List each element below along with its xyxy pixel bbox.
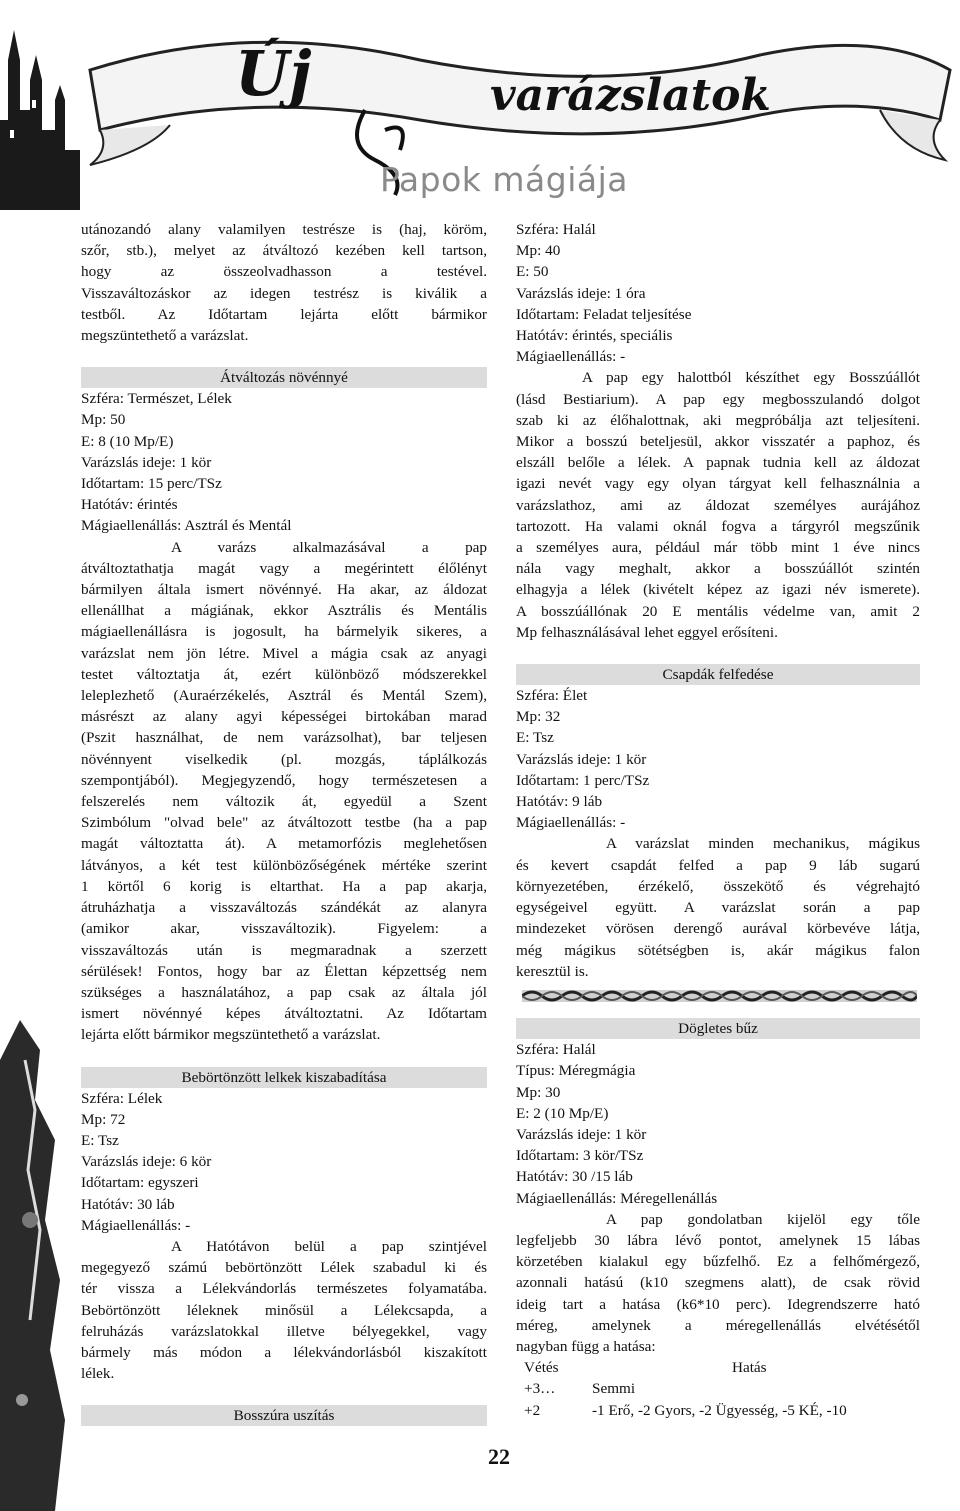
spell-stat: Szféra: Élet [516,687,588,705]
spell-stat: E: Tsz [81,1131,119,1149]
spell-stat: Szféra: Halál [516,1041,596,1059]
spell-bosszura-uszitas [81,1405,487,1426]
text-line: szempontjából). Megjegyzendő, hogy természetesen a [81,771,487,789]
left-column [81,219,487,1426]
text-line: magát változtatta át). A metamorfózis meglehetősen [81,835,487,853]
table-header-row [516,1357,920,1378]
spell-stat: Varázslás ideje: 6 kör [81,1153,212,1171]
text-line: másrészt az alany agyi képességei birtokában marad [81,708,487,726]
spell-stat: Mp: 72 [81,1110,126,1128]
text-line: elszáll belőle a lélek. A papnak tudnia kell az áldozat [516,454,920,472]
spell-stat: Időtartam: 1 perc/TSz [516,771,650,789]
table-header-cell: Hatás [732,1359,767,1377]
spell-stat: E: 50 [516,263,549,281]
spell-stat: Hatótáv: érintés, speciális [516,327,673,345]
spell-dogletes-buz [516,1018,920,1421]
text-line: (lásd Bestiarium). A pap egy megbosszulandó dolgot [516,390,920,408]
spell-description: A varázslat minden mechanikus, mágikus [606,835,920,853]
spell-stat: Mágiaellenállás: - [81,1216,191,1234]
text-line: varázslathoz, ami az áldozat személyes aurájához [516,496,920,514]
spell-stat: Varázslás ideje: 1 kör [516,750,647,768]
spell-stat: Szféra: Természet, Lélek [81,390,232,408]
text-line: ideig tart a hatása (k6*10 perc). Idegrendszerre ható [516,1295,920,1313]
table-row [516,1378,920,1399]
text-line: varázslat nem jön létre. Mivel a mágia csak az anyagi [81,644,487,662]
effect-table [516,1357,920,1421]
text-line: lélek. [81,1365,115,1383]
spell-description: A pap gondolatban kijelöl egy tőle [606,1210,920,1228]
text-line: testet változtatja át, ezért különböző módszerekkel [81,665,487,683]
text-line: mindezeket vörösen derengő aurával körbevéve látja, [516,920,920,938]
text-line: bármely más módon a lélekvándorlásból kiszakított [81,1343,487,1361]
text-line: igazi nevét vagy egy olyan tárgyat kell felhasználnia a [516,475,920,493]
text-line: mágiaellenállásra is jogosult, ha bármelyik sikeres, a [81,623,487,641]
spell-stat: Típus: Méregmágia [516,1062,636,1080]
spell-stat: Hatótáv: 9 láb [516,793,603,811]
spell-stat: Időtartam: 3 kör/TSz [516,1147,644,1165]
right-column [516,219,920,1421]
spell-stat: E: 2 (10 Mp/E) [516,1104,609,1122]
text-line: legfeljebb 30 lábra lévő pontot, amelynek 15 lábas [516,1231,920,1249]
text-line: Mp felhasználásával lehet eggyel erősíteni. [516,623,778,641]
table-cell: Semmi [592,1380,636,1398]
text-line: látványos, a két test különbözőségének mértéke szerint [81,856,487,874]
spell-stat: Mágiaellenállás: - [516,348,626,366]
spell-stat: E: Tsz [516,729,554,747]
text-line: keresztül is. [516,962,589,980]
spell-stat: Mp: 32 [516,708,561,726]
text-line: tér vissza a Lélekvándorlás természetes folyamatába. [81,1280,487,1298]
spell-stat: Mp: 30 [516,1083,561,1101]
text-line: átváltoztathatja magát vagy a megérintett élőlényt [81,559,487,577]
text-line: környezetében, érzékelő, összekötő és végrehajtó [516,877,920,895]
spell-heading: Dögletes bűz [516,1018,920,1039]
spell-stat: Időtartam: Feladat teljesítése [516,305,692,323]
text-line: nagyban függ a hatása: [516,1337,656,1355]
text-line: Visszaváltozáskor az idegen testrész is kiválik a [81,284,487,302]
text-line: leleplezhető (Auraérzékelés, Asztrál és Mentál Szem), [81,687,487,705]
text-line: nála vagy meghalt, akkor a bosszúállót szintén [516,560,920,578]
spell-heading: Átváltozás növénnyé [81,367,487,388]
text-line: Bebörtönzött léleknek minősül a Lélekcsapda, a [81,1301,487,1319]
spell-heading: Bebörtönzött lelkek kiszabadítása [81,1067,487,1088]
text-line: még mágikus sötétségben is, akár mágikus falon [516,941,920,959]
spell-stat: Mágiaellenállás: Asztrál és Mentál [81,517,292,535]
side-illustration [0,1020,72,1511]
text-line: átruházhatja a visszaváltozás szándékát az alanyra [81,899,487,917]
text-line: Mikor a bosszú beteljesül, akkor visszatér a paphoz, és [516,433,920,451]
spell-stat: Varázslás ideje: 1 óra [516,284,646,302]
logo-text-varazslatok: varázslatok [490,70,771,121]
ornamental-divider [522,988,917,1004]
table-row [516,1400,920,1421]
text-line: Szimbólum "olvad bele" az átváltozott testbe (ha a pap [81,814,487,832]
spell-stat: Szféra: Lélek [81,1089,163,1107]
text-line: utánozandó alany valamilyen testrésze is (haj, köröm, [81,221,487,238]
text-line: (amikor akar, visszaváltozik). Figyelem: a [81,920,487,938]
text-line: sérülések! Fontos, hogy bar az Élettan képzettség nem [81,962,487,980]
text-line: a személyes aura, például már több mint 1 éve nincs [516,539,920,557]
spell-stat: Varázslás ideje: 1 kör [81,453,212,471]
table-header-cell: Vétés [524,1359,559,1377]
spell-stat: Mágiaellenállás: Méregellenállás [516,1189,718,1207]
left-intro [81,219,487,346]
spell-bosszuallo [516,219,920,643]
spell-description: A pap egy halottból készíthet egy Bosszúállót [582,369,920,387]
text-line: ismert növénnyé képes átváltoztatni. Az Időtartam [81,1005,487,1023]
spell-stat: Szféra: Halál [516,221,596,238]
text-line: elhagyja a lélek (kivételt képez az igazi név ismerete). [516,581,920,599]
table-cell: +2 [524,1401,541,1419]
spell-heading: Bosszúra uszítás [81,1405,487,1426]
spell-stat: Időtartam: egyszeri [81,1174,199,1192]
text-line: azonnali hatású (k10 szegmens alatt), de csak rövid [516,1274,920,1292]
table-cell: +3… [524,1380,556,1398]
spell-atvaltozas-novenny [81,367,487,1045]
spell-beborton-lelkek [81,1067,487,1385]
spell-stat: Mp: 40 [516,242,561,260]
page-number: 22 [488,1444,510,1469]
text-line: (Pszit használhat, de nem varázsolhat), bar teljesen [81,729,487,747]
spell-description: A Hatótávon belül a pap szintjével [171,1237,487,1255]
text-line: ellenállhat a mágiának, ekkor Asztrális és Mentális [81,602,487,620]
text-line: megegyező számú bebörtönzött Lélek szabadul ki és [81,1259,487,1277]
text-line: testből. Az Időtartam lejárta előtt bármikor [81,305,487,323]
text-line: A bosszúállónak 20 E mentális védelme van, amit 2 [516,602,920,620]
text-line: szőr, stb.), melyet az átváltozó kezében kell tartson, [81,242,487,260]
text-line: bármilyen általa ismert növénnyé. Ha akar, az áldozat [81,581,487,599]
text-line: egységeivel együtt. A varázslat során a pap [516,899,920,917]
text-line: növénnyent viselkedik (pl. mozgás, táplálkozás [81,750,487,768]
spell-csapdak-felfedese [516,664,920,982]
spell-stat: Hatótáv: érintés [81,496,178,514]
spell-heading: Csapdák felfedése [516,664,920,685]
text-line: lejárta előtt bármikor megszüntethető a varázslat. [81,1026,381,1044]
spell-stat: Hatótáv: 30 láb [81,1195,175,1213]
section-title: Papok mágiája [380,160,628,199]
spell-stat: E: 8 (10 Mp/E) [81,432,174,450]
table-cell: -1 Erő, -2 Gyors, -2 Ügyesség, -5 KÉ, -10 [592,1401,847,1419]
text-line: körzetében kialakul egy bűzfelhő. Ez a felhőmérgező, [516,1253,920,1271]
text-line: és kevert csapdát felfed a pap 9 láb sugarú [516,856,920,874]
text-line: 1 körtől 6 korig is eltarthat. Ha a pap akarja, [81,877,487,895]
spell-stat: Időtartam: 15 perc/TSz [81,475,222,493]
spell-stat: Hatótáv: 30 /15 láb [516,1168,633,1186]
text-line: méreg, amelynek a méregellenállás elvétésétől [516,1316,920,1334]
text-line: felszerelés nem változik át, egyedül a Szent [81,793,487,811]
text-line: hogy az összeolvadhasson a testével. [81,263,487,281]
castle-illustration [0,30,80,210]
spell-stat: Varázslás ideje: 1 kör [516,1125,647,1143]
text-line: felruházás varázslatokkal illetve bélyegekkel, vagy [81,1322,487,1340]
text-line: visszaváltozás után is megmaradnak a szerzett [81,941,487,959]
spell-stat: Mágiaellenállás: - [516,814,626,832]
text-line: szükséges a használatához, a pap csak az általa jól [81,983,487,1001]
spell-stat: Mp: 50 [81,411,126,429]
text-line: megszüntethető a varázslat. [81,327,249,345]
spell-description: A varázs alkalmazásával a pap [171,538,487,556]
logo-text-uj: Új [235,37,312,110]
text-line: tartozott. Ha valami oknál fogva a tárgyról megszűnik [516,517,920,535]
text-line: szab ki az élőhalottnak, aki megpróbálja azt teljesíteni. [516,411,920,429]
